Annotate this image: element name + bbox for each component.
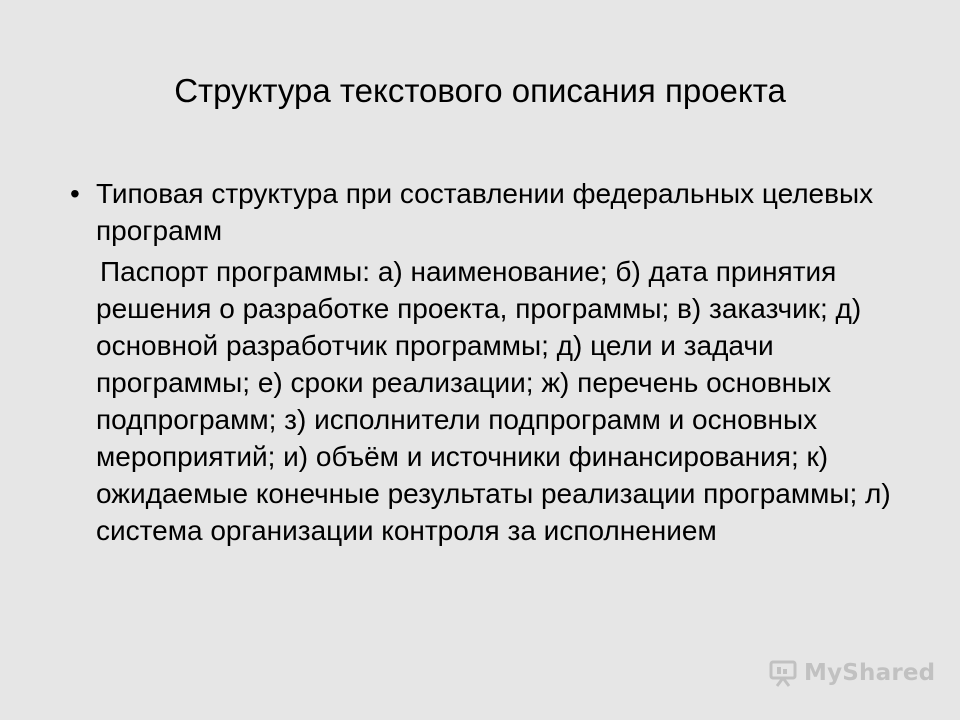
bullet-text: Типовая структура при составлении федеральных целевых программ xyxy=(96,178,874,246)
passport-paragraph: Паспорт программы: а) наименование; б) дата принятия решения о разработке проекта, программы; в) заказчик; д) основной разработчик программы; д) цели и задачи программы; е) сроки реализации; ж) перечень основных подпрограмм; з) исполнители подпрограмм и основных мероприятий; и) объём и источники финансирования; к) ожидаемые конечные результаты реализации программы; л) система организации контроля за исполнением xyxy=(96,256,891,546)
bullet-item xyxy=(70,175,916,249)
bullet-dot-icon: • xyxy=(70,178,80,209)
bullet-list xyxy=(70,175,916,549)
watermark xyxy=(768,655,935,691)
slide-title: Структура текстового описания проекта xyxy=(174,72,786,109)
presentation-board-icon xyxy=(768,658,798,688)
watermark-text: MyShared xyxy=(804,660,936,686)
